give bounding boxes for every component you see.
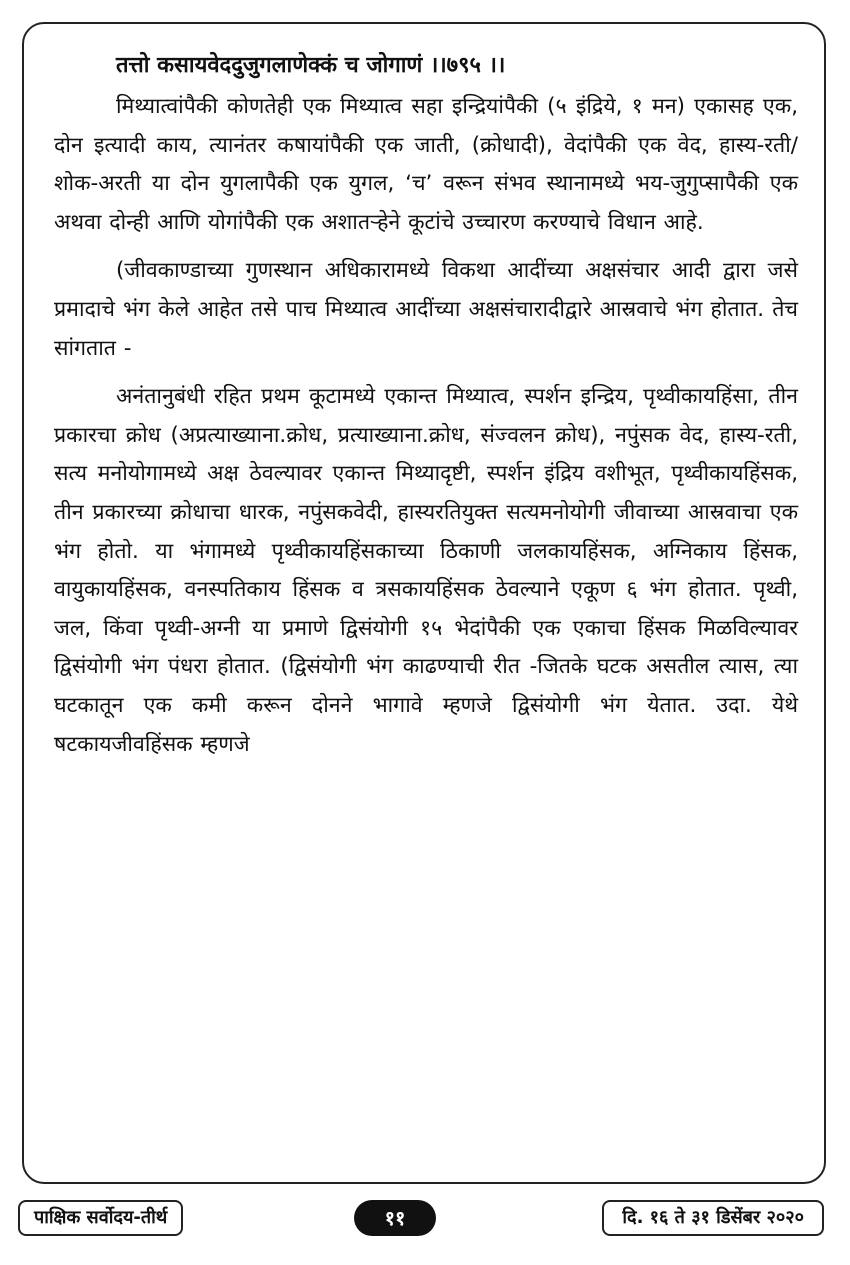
page-body xyxy=(54,50,798,774)
paragraph-1: मिथ्यात्वांपैकी कोणतेही एक मिथ्यात्व सहा इन्द्रियांपैकी (५ इंद्रिये, १ मन) एकासह एक, दोन इत्यादी काय, त्यानंतर कषायांपैकी एक जाती, (क्रोधादी), वेदांपैकी एक वेद, हास्य-रती/शोक-अरती या दोन युगलापैकी एक युगल, ‘च’ वरून संभव स्थानामध्ये भय-जुगुप्सापैकी एक अथवा दोन्ही आणि योगांपैकी एक अशातऱ्हेने कूटांचे उच्चारण करण्याचे विधान आहे. xyxy=(54,94,798,235)
publication-name: पाक्षिक सर्वोदय-तीर्थ xyxy=(18,1200,183,1236)
page-footer xyxy=(0,1200,850,1240)
verse-heading: तत्तो कसायवेददुजुगलाणेक्कं च जोगाणं ।।७९५ ।। xyxy=(116,53,506,78)
page-number-badge: ११ xyxy=(354,1200,436,1236)
issue-date: दि. १६ ते ३१ डिसेंबर २०२० xyxy=(602,1200,824,1236)
paragraph-3: अनंतानुबंधी रहित प्रथम कूटामध्ये एकान्त मिथ्यात्व, स्पर्शन इन्द्रिय, पृथ्वीकायहिंसा, तीन प्रकारचा क्रोध (अप्रत्याख्याना.क्रोध, प्रत्याख्याना.क्रोध, संज्वलन क्रोध), नपुंसक वेद, हास्य-रती, सत्य मनोयोगामध्ये अक्ष ठेवल्यावर एकान्त मिथ्यादृष्टी, स्पर्शन इंद्रिय वशीभूत, पृथ्वीकायहिंसक, तीन प्रकारच्या क्रोधाचा धारक, नपुंसकवेदी, हास्यरतियुक्त सत्यमनोयोगी जीवाच्या आस्रवाचा एक भंग होतो. या भंगामध्ये पृथ्वीकायहिंसकाच्या ठिकाणी जलकायहिंसक, अग्निकाय हिंसक, वायुकायहिंसक, वनस्पतिकाय हिंसक व त्रसकायहिंसक ठेवल्याने एकूण ६ भंग होतात. पृथ्वी, जल, किंवा पृथ्वी-अग्नी या प्रमाणे द्विसंयोगी १५ भेदांपैकी एक एकाचा हिंसक मिळविल्यावर द्विसंयोगी भंग पंधरा होतात. (द्विसंयोगी भंग काढण्याची रीत -जितके घटक असतील त्यास, त्या घटकातून एक कमी करून दोनने भागावे म्हणजे द्विसंयोगी भंग येतात. उदा. येथे षटकायजीवहिंसक म्हणजे xyxy=(54,384,798,757)
paragraph-2: (जीवकाण्डाच्या गुणस्थान अधिकारामध्ये विकथा आदींच्या अक्षसंचार आदी द्वारा जसे प्रमादाचे भंग केले आहेत तसे पाच मिथ्यात्व आदींच्या अक्षसंचारादीद्वारे आस्रवाचे भंग होतात. तेच सांगतात - xyxy=(54,258,798,361)
